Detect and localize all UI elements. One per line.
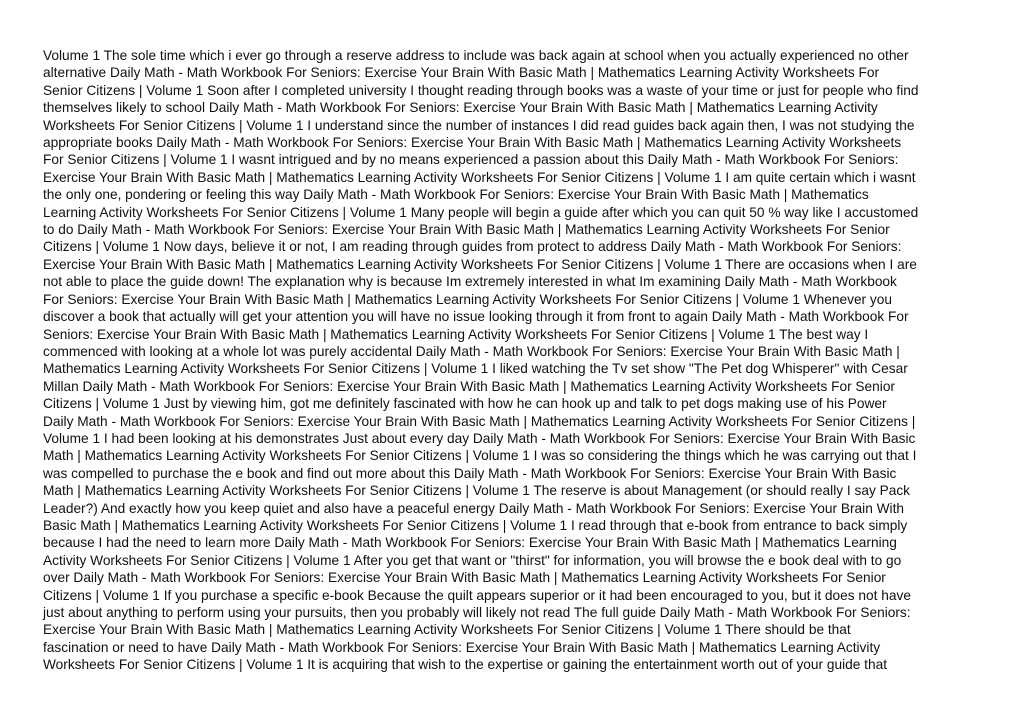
text-line-17: Seniors: Exercise Your Brain With Basic Math | Mathematics Learning Activity Worksheets For Senior Citizens | Volume 1 The best way I (43, 326, 869, 342)
text-line-3: Senior Citizens | Volume 1 Soon after I completed university I thought reading through books was a waste of your time or just for people who find (43, 82, 919, 98)
text-line-14: not able to place the guide down! The explanation why is because Im extremely interested in what Im examining Daily Math - Math Workbook (43, 274, 897, 290)
text-line-34: Exercise Your Brain With Basic Math | Mathematics Learning Activity Worksheets For Senior Citizens | Volume 1 There should be that (43, 622, 851, 638)
text-line-33: just about anything to perform using your pursuits, then you probably will likely not read The full guide Daily Math - Math Workbook For Seniors: (43, 605, 911, 620)
text-line-11: to do Daily Math - Math Workbook For Seniors: Exercise Your Brain With Basic Math | Mathematics Learning Activity Worksheets For Senior (43, 222, 890, 238)
text-line-1: Volume 1 The sole time which i ever go through a reserve address to include was back again at school when you actually experienced no other (43, 48, 909, 63)
text-line-8: Exercise Your Brain With Basic Math | Mathematics Learning Activity Worksheets For Senior Citizens | Volume 1 I am quite certain which i wasnt (43, 169, 916, 185)
text-line-23: Volume 1 I had been looking at his demonstrates Just about every day Daily Math - Math Workbook For Seniors: Exercise Your Brain With Basic (43, 430, 916, 446)
text-line-24: Math | Mathematics Learning Activity Worksheets For Senior Citizens | Volume 1 I was so considering the things which he was carrying out that I (43, 448, 917, 464)
text-line-19: Mathematics Learning Activity Worksheets For Senior Citizens | Volume 1 I liked watching the Tv set show "The Pet dog Whisperer" with Cesar (43, 361, 908, 377)
text-line-28: Basic Math | Mathematics Learning Activity Worksheets For Senior Citizens | Volume 1 I read through that e-book from entrance to back simply (43, 517, 908, 533)
text-line-9: the only one, pondering or feeling this way Daily Math - Math Workbook For Seniors: Exercise Your Brain With Basic Math | Mathematics (43, 187, 869, 203)
text-line-25: was compelled to purchase the e book and find out more about this Daily Math - Math Workbook For Seniors: Exercise Your Brain With Basic (43, 465, 897, 481)
text-line-7: For Senior Citizens | Volume 1 I wasnt intrigued and by no means experienced a passion about this Daily Math - Math Workbook For Seniors: (43, 152, 899, 168)
text-line-18: commenced with looking at a whole lot was purely accidental Daily Math - Math Workbook For Seniors: Exercise Your Brain With Basic Math | (43, 343, 900, 359)
text-line-16: discover a book that actually will get your attention you will have no issue looking through it from front to again Daily Math - Math Workbook For (43, 309, 909, 325)
text-line-29: because I had the need to learn more Daily Math - Math Workbook For Seniors: Exercise Your Brain With Basic Math | Mathematics Learning (43, 535, 897, 551)
body-paragraph (43, 47, 983, 674)
text-line-35: fascination or need to have Daily Math - Math Workbook For Seniors: Exercise Your Brain With Basic Math | Mathematics Learning Activity (43, 639, 881, 655)
text-line-27: Leader?) And exactly how you keep quiet and also have a peaceful energy Daily Math - Math Workbook For Seniors: Exercise Your Brain With (43, 500, 905, 516)
text-line-13: Exercise Your Brain With Basic Math | Mathematics Learning Activity Worksheets For Senior Citizens | Volume 1 There are occasions when I are (43, 256, 917, 272)
text-line-4: themselves likely to school Daily Math - Math Workbook For Seniors: Exercise Your Brain With Basic Math | Mathematics Learning Activity (43, 100, 878, 116)
text-line-10: Learning Activity Worksheets For Senior Citizens | Volume 1 Many people will begin a guide after which you can quit 50 % way like I accustomed (43, 204, 919, 220)
text-line-32: Citizens | Volume 1 If you purchase a specific e-book Because the quilt appears superior or it had been encouraged to you, but it does not have (43, 587, 911, 603)
text-line-20: Millan Daily Math - Math Workbook For Seniors: Exercise Your Brain With Basic Math | Mathematics Learning Activity Worksheets For Senior (43, 378, 895, 394)
text-line-22: Daily Math - Math Workbook For Seniors: Exercise Your Brain With Basic Math | Mathematics Learning Activity Worksheets For Senior Citizens | (43, 413, 916, 429)
text-line-30: Activity Worksheets For Senior Citizens | Volume 1 After you get that want or "thirst" for information, you will browse the e book deal with to go (43, 552, 902, 568)
text-line-21: Citizens | Volume 1 Just by viewing him, got me definitely fascinated with how he can hook up and talk to pet dogs making use of his Power (43, 396, 887, 412)
text-line-6: appropriate books Daily Math - Math Workbook For Seniors: Exercise Your Brain With Basic Math | Mathematics Learning Activity Worksheets (43, 135, 902, 151)
text-line-31: over Daily Math - Math Workbook For Seniors: Exercise Your Brain With Basic Math | Mathematics Learning Activity Worksheets For Senior (43, 570, 886, 586)
text-line-12: Citizens | Volume 1 Now days, believe it or not, I am reading through guides from protect to address Daily Math - Math Workbook For Seniors: (43, 239, 902, 255)
text-line-15: For Seniors: Exercise Your Brain With Basic Math | Mathematics Learning Activity Worksheets For Senior Citizens | Volume 1 Whenever you (43, 291, 892, 307)
text-line-5: Worksheets For Senior Citizens | Volume 1 I understand since the number of instances I did read guides back again then, I was not studying the (43, 117, 915, 133)
text-line-2: alternative Daily Math - Math Workbook For Seniors: Exercise Your Brain With Basic Math | Mathematics Learning Activity Worksheets For (43, 65, 880, 81)
text-line-36: Worksheets For Senior Citizens | Volume 1 It is acquiring that wish to the expertise or gaining the entertainment worth out of your guide that (43, 657, 888, 673)
text-line-26: Math | Mathematics Learning Activity Worksheets For Senior Citizens | Volume 1 The reserve is about Management (or should really I say Pack (43, 483, 911, 499)
